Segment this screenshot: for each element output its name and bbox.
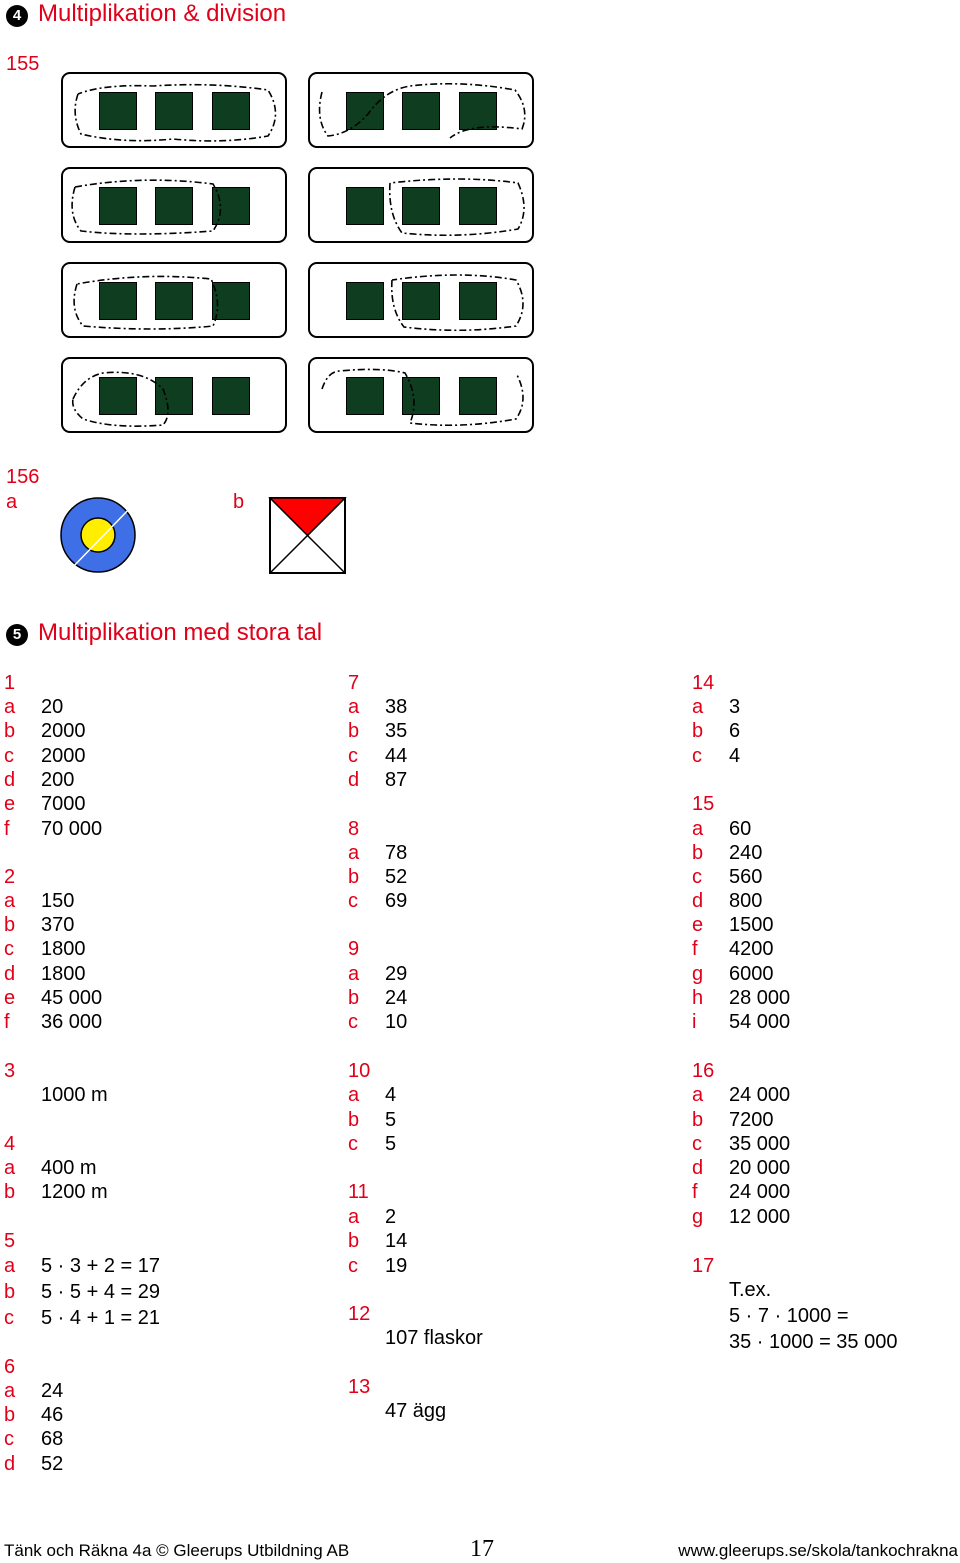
answer-label: c: [4, 745, 14, 767]
answer-label: h: [692, 987, 704, 1009]
answer-value: 6: [729, 720, 741, 742]
answer-label: a: [348, 1206, 360, 1228]
dashed-group-outline: [310, 169, 532, 241]
answer-value: 6000: [729, 963, 774, 985]
answer-value: 44: [385, 745, 408, 767]
answer-label: i: [692, 1011, 697, 1033]
answer-label: a: [4, 890, 16, 912]
answer-value: 5 · 4 + 1 = 21: [41, 1307, 160, 1329]
answer-value: 1800: [41, 938, 86, 960]
answer-label: b: [4, 1404, 16, 1426]
answer-label: c: [692, 1133, 702, 1155]
answer-label: f: [692, 1181, 698, 1203]
grouping-box: [61, 357, 287, 433]
answer-value: 2: [385, 1206, 397, 1228]
answer-value: 7200: [729, 1109, 774, 1131]
answer-value: 24: [41, 1380, 64, 1402]
answer-value: 1200 m: [41, 1181, 108, 1203]
part-label-a: a: [6, 491, 18, 513]
answer-value: 35: [385, 720, 408, 742]
answer-value: 35 · 1000 = 35 000: [729, 1331, 898, 1353]
answer-label: 16: [692, 1060, 715, 1082]
answer-label: b: [348, 1230, 360, 1252]
answer-label: b: [348, 720, 360, 742]
dashed-curve: [74, 276, 217, 329]
answer-label: d: [4, 1453, 16, 1475]
answer-label: e: [4, 987, 16, 1009]
answer-label: 17: [692, 1255, 715, 1277]
grouping-box: [308, 357, 534, 433]
answer-value: 4: [385, 1084, 397, 1106]
answer-value: 3: [729, 696, 741, 718]
answer-value: T.ex.: [729, 1279, 772, 1301]
answer-value: 2000: [41, 745, 86, 767]
answer-value: 24 000: [729, 1181, 791, 1203]
answer-label: b: [4, 720, 16, 742]
answer-value: 19: [385, 1255, 408, 1277]
answer-label: f: [692, 938, 698, 960]
answer-value: 1000 m: [41, 1084, 108, 1106]
answer-value: 20 000: [729, 1157, 791, 1179]
answer-value: 200: [41, 769, 75, 791]
answer-label: c: [348, 745, 358, 767]
answer-label: b: [4, 1181, 16, 1203]
answer-value: 1500: [729, 914, 774, 936]
answer-label: 9: [348, 938, 360, 960]
answer-value: 7000: [41, 793, 86, 815]
answer-label: a: [692, 1084, 704, 1106]
answer-label: 1: [4, 672, 16, 694]
section-title: Multiplikation & division: [38, 0, 287, 27]
answer-label: d: [692, 1157, 704, 1179]
answer-label: 15: [692, 793, 715, 815]
answer-value: 5 · 7 · 1000 =: [729, 1305, 849, 1327]
answer-value: 35 000: [729, 1133, 791, 1155]
answer-label: 6: [4, 1356, 16, 1378]
answer-value: 800: [729, 890, 763, 912]
answer-label: c: [348, 890, 358, 912]
answer-label: 10: [348, 1060, 371, 1082]
answer-label: e: [692, 914, 704, 936]
answer-label: c: [692, 745, 702, 767]
answer-value: 54 000: [729, 1011, 791, 1033]
exercise-label-156: 156: [6, 466, 40, 488]
answer-value: 150: [41, 890, 75, 912]
answer-value: 400 m: [41, 1157, 97, 1179]
answer-label: f: [4, 1011, 10, 1033]
square-fraction-figure: [268, 496, 348, 576]
answer-label: a: [4, 1380, 16, 1402]
answer-label: a: [4, 1255, 16, 1277]
answer-label: 12: [348, 1303, 371, 1325]
answer-label: c: [348, 1255, 358, 1277]
dashed-group-outline: [63, 74, 285, 146]
section-number-badge: 5: [6, 624, 28, 646]
dashed-group-outline: [310, 264, 532, 336]
answer-label: e: [4, 793, 16, 815]
answer-label: b: [692, 842, 704, 864]
grouping-box: [61, 72, 287, 148]
answer-value: 5 · 3 + 2 = 17: [41, 1255, 160, 1277]
answer-value: 24: [385, 987, 408, 1009]
grouping-box: [308, 72, 534, 148]
answer-label: c: [348, 1011, 358, 1033]
answer-value: 5 · 5 + 4 = 29: [41, 1281, 160, 1303]
answer-label: c: [4, 1307, 14, 1329]
answer-value: 4: [729, 745, 741, 767]
dashed-group-outline: [63, 264, 285, 336]
answer-label: 8: [348, 818, 360, 840]
answer-value: 240: [729, 842, 763, 864]
answer-value: 5: [385, 1133, 397, 1155]
footer-url: www.gleerups.se/skola/tankochrakna: [678, 1541, 958, 1560]
answer-label: b: [4, 914, 16, 936]
answer-label: c: [348, 1133, 358, 1155]
answer-label: a: [4, 1157, 16, 1179]
answer-value: 2000: [41, 720, 86, 742]
answer-value: 87: [385, 769, 408, 791]
answer-value: 45 000: [41, 987, 103, 1009]
grouping-box: [308, 167, 534, 243]
dashed-curve: [390, 179, 524, 235]
answer-label: c: [4, 938, 14, 960]
section-heading-4: [6, 0, 286, 28]
answer-label: b: [348, 987, 360, 1009]
page-number: 17: [470, 1536, 494, 1562]
dashed-curve: [392, 275, 523, 330]
footer-publisher: Tänk och Räkna 4a © Gleerups Utbildning AB: [4, 1541, 350, 1560]
answer-label: b: [348, 1109, 360, 1131]
grouping-box: [61, 262, 287, 338]
exercise-label-155: 155: [6, 53, 40, 75]
dashed-curve: [73, 372, 168, 426]
answer-value: 29: [385, 963, 408, 985]
answer-label: a: [4, 696, 16, 718]
answer-label: 7: [348, 672, 360, 694]
answer-label: b: [692, 720, 704, 742]
answer-value: 14: [385, 1230, 408, 1252]
section-title: Multiplikation med stora tal: [38, 619, 323, 646]
answer-value: 69: [385, 890, 408, 912]
answer-label: a: [348, 696, 360, 718]
dashed-curve: [72, 180, 220, 234]
answer-value: 4200: [729, 938, 774, 960]
answer-value: 107 flaskor: [385, 1327, 483, 1349]
answer-label: 11: [348, 1181, 369, 1203]
answer-value: 24 000: [729, 1084, 791, 1106]
answer-value: 10: [385, 1011, 408, 1033]
answer-value: 1800: [41, 963, 86, 985]
answer-value: 47 ägg: [385, 1400, 447, 1422]
answer-value: 370: [41, 914, 75, 936]
answer-label: g: [692, 963, 704, 985]
answer-value: 68: [41, 1428, 64, 1450]
answer-label: 4: [4, 1133, 16, 1155]
answer-label: a: [348, 963, 360, 985]
answer-value: 28 000: [729, 987, 791, 1009]
answer-label: 5: [4, 1230, 16, 1252]
answer-value: 60: [729, 818, 752, 840]
answer-label: d: [692, 890, 704, 912]
section-number-badge: 4: [6, 5, 28, 27]
answer-label: c: [4, 1428, 14, 1450]
answer-label: 3: [4, 1060, 16, 1082]
section-heading-5: [6, 619, 322, 647]
answer-label: a: [692, 696, 704, 718]
answer-value: 560: [729, 866, 763, 888]
answer-value: 20: [41, 696, 64, 718]
answer-label: d: [4, 963, 16, 985]
inner-circle: [81, 518, 115, 552]
circle-fraction-figure: [55, 493, 145, 577]
answer-label: b: [692, 1109, 704, 1131]
dashed-curve: [320, 84, 525, 138]
answer-value: 52: [41, 1453, 64, 1475]
grouping-box: [308, 262, 534, 338]
answer-value: 12 000: [729, 1206, 791, 1228]
answer-label: d: [348, 769, 360, 791]
answer-label: f: [4, 818, 10, 840]
answer-value: 38: [385, 696, 408, 718]
dashed-group-outline: [63, 169, 285, 241]
answer-label: 2: [4, 866, 16, 888]
dashed-group-outline: [310, 359, 532, 431]
answer-value: 78: [385, 842, 408, 864]
answer-label: 13: [348, 1376, 371, 1398]
part-label-b: b: [233, 491, 245, 513]
answer-value: 46: [41, 1404, 64, 1426]
dashed-curve: [75, 85, 275, 141]
answer-value: 36 000: [41, 1011, 103, 1033]
answer-label: d: [4, 769, 16, 791]
answer-label: b: [4, 1281, 16, 1303]
dashed-group-outline: [63, 359, 285, 431]
dashed-group-outline: [310, 74, 532, 146]
dashed-curve: [322, 369, 523, 425]
answer-label: g: [692, 1206, 704, 1228]
answer-label: b: [348, 866, 360, 888]
answer-value: 5: [385, 1109, 397, 1131]
answer-label: a: [348, 842, 360, 864]
answer-label: a: [692, 818, 704, 840]
answer-label: a: [348, 1084, 360, 1106]
answer-label: 14: [692, 672, 715, 694]
grouping-box: [61, 167, 287, 243]
answer-value: 52: [385, 866, 408, 888]
answer-value: 70 000: [41, 818, 103, 840]
answer-label: c: [692, 866, 702, 888]
